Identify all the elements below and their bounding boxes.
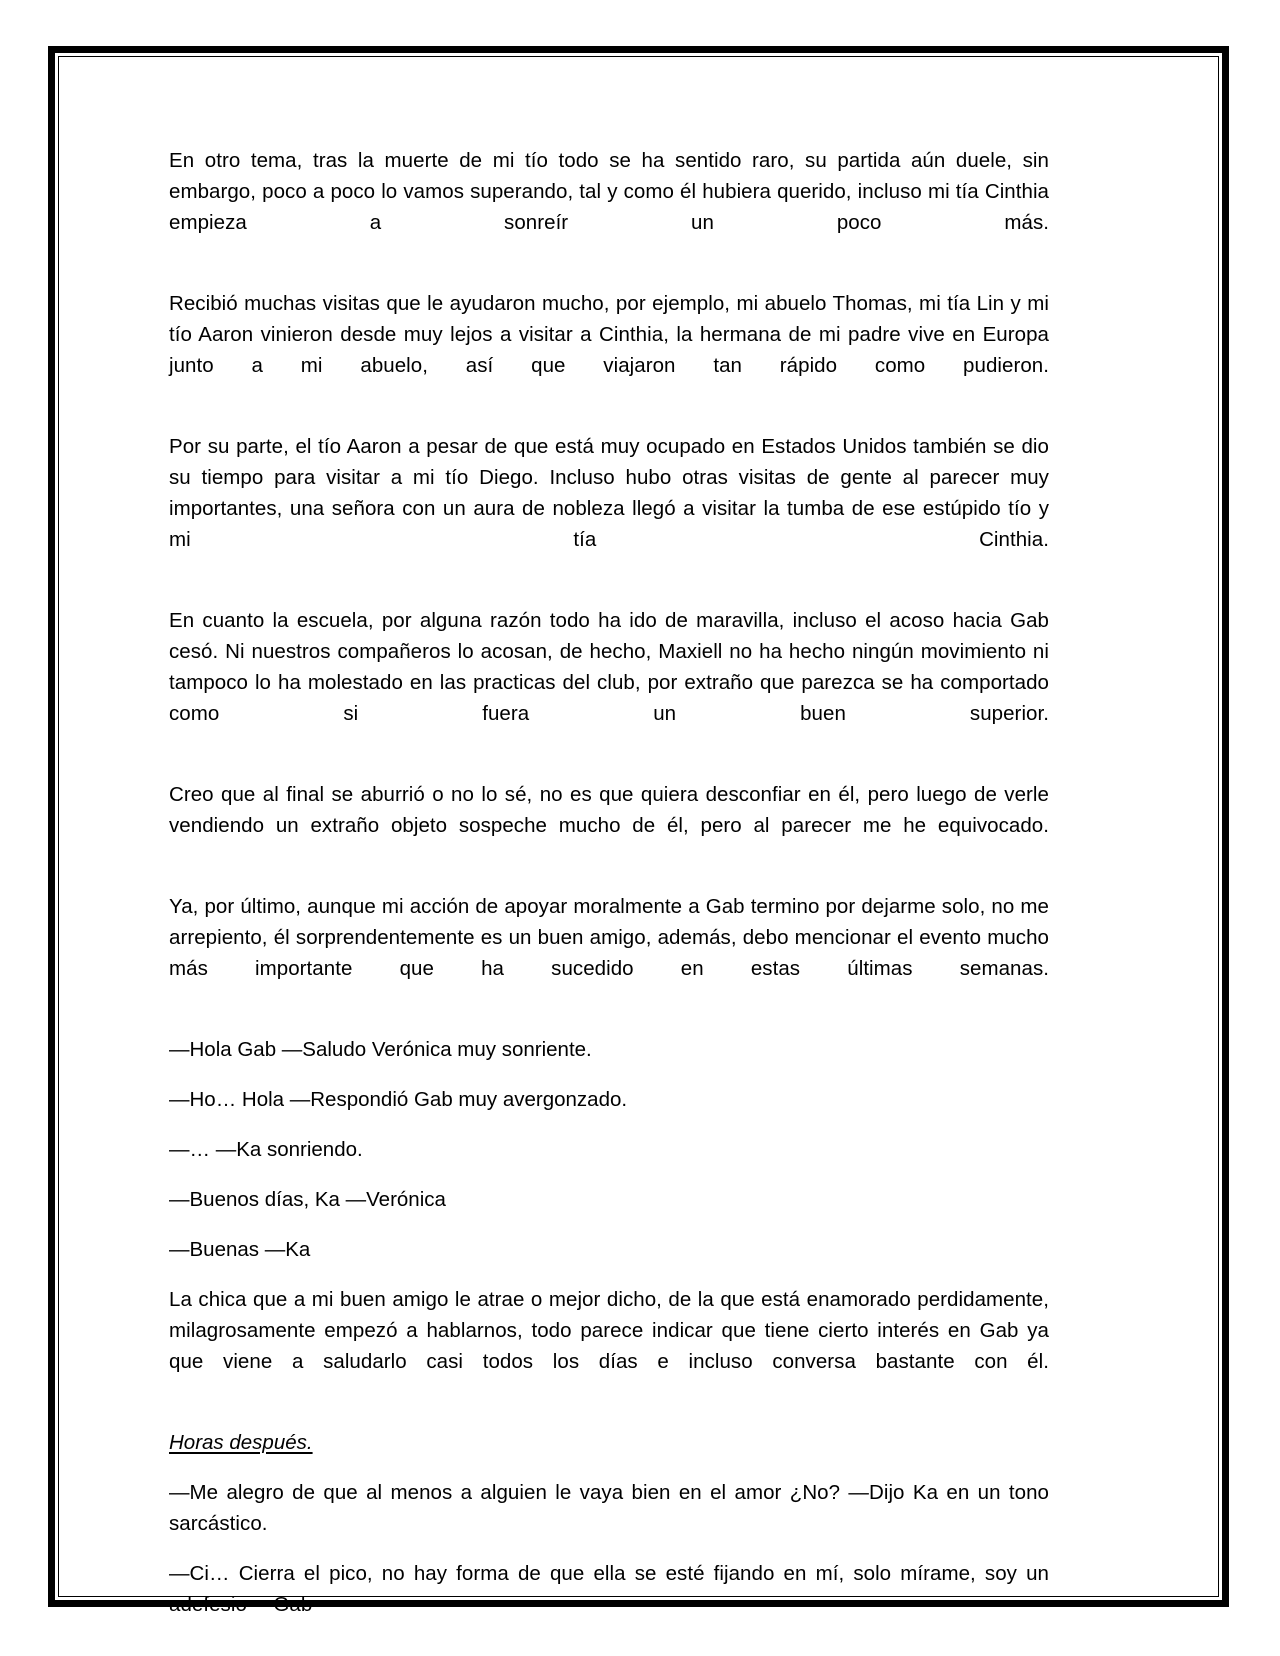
dialogue-line-5: —Buenas —Ka (169, 1238, 311, 1261)
dialogue-line-6: —Me alegro de que al menos a alguien le vaya bien en el amor ¿No? —Dijo Ka en un tono sarcástico. (169, 1481, 1049, 1535)
paragraph-7: La chica que a mi buen amigo le atrae o mejor dicho, de la que está enamorado perdidamente, milagrosamente empezó a hablarnos, todo parece indicar que tiene cierto interés en Gab ya que viene a saludarlo casi todos los días e incluso conversa bastante con él. (169, 1288, 1049, 1373)
dialogue-line-2: —Ho… Hola —Respondió Gab muy avergonzado. (169, 1088, 628, 1111)
dialogue-line-7: —Ci… Cierra el pico, no hay forma de que ella se esté fijando en mí, solo mírame, soy un adefesio —Gab (169, 1562, 1049, 1616)
paragraph-3: Por su parte, el tío Aaron a pesar de que está muy ocupado en Estados Unidos también se dio su tiempo para visitar a mi tío Diego. Incluso hubo otras visitas de gente al parecer muy importantes, una señora con un aura de nobleza llegó a visitar la tumba de ese estúpido tío y mi tía Cinthia. (169, 435, 1049, 551)
paragraph-5: Creo que al final se aburrió o no lo sé, no es que quiera desconfiar en él, pero luego de verle vendiendo un extraño objeto sospeche mucho de él, pero al parecer me he equivocado. (169, 783, 1049, 837)
paragraph-1: En otro tema, tras la muerte de mi tío todo se ha sentido raro, su partida aún duele, sin embargo, poco a poco lo vamos superando, tal y como él hubiera querido, incluso mi tía Cinthia empieza a sonreír un poco más. (169, 149, 1049, 234)
scene-break-heading (169, 1427, 1049, 1458)
page-border-inner (58, 56, 1219, 1616)
paragraph-2: Recibió muchas visitas que le ayudaron mucho, por ejemplo, mi abuelo Thomas, mi tía Lin y mi tío Aaron vinieron desde muy lejos a visitar a Cinthia, la hermana de mi padre vive en Europa junto a mi abuelo, así que viajaron tan rápido como pudieron. (169, 292, 1049, 377)
page-border-outer (48, 46, 1229, 1616)
dialogue-line-1: —Hola Gab —Saludo Verónica muy sonriente. (169, 1038, 592, 1061)
paragraph-4: En cuanto la escuela, por alguna razón todo ha ido de maravilla, incluso el acoso hacia Gab cesó. Ni nuestros compañeros lo acosan, de hecho, Maxiell no ha hecho ningún movimiento ni tampoco lo ha molestado en las practicas del club, por extraño que parezca se ha comportado como si fuera un buen superior. (169, 609, 1049, 725)
paragraph-6: Ya, por último, aunque mi acción de apoyar moralmente a Gab termino por dejarme solo, no me arrepiento, él sorprendentemente es un buen amigo, además, debo mencionar el evento mucho más importante que ha sucedido en estas últimas semanas. (169, 895, 1049, 980)
dialogue-line-4: —Buenos días, Ka —Verónica (169, 1188, 446, 1211)
dialogue-line-3: —… —Ka sonriendo. (169, 1138, 363, 1161)
scene-break-heading-text: Horas después. (169, 1431, 313, 1454)
document-body (169, 145, 1049, 1639)
